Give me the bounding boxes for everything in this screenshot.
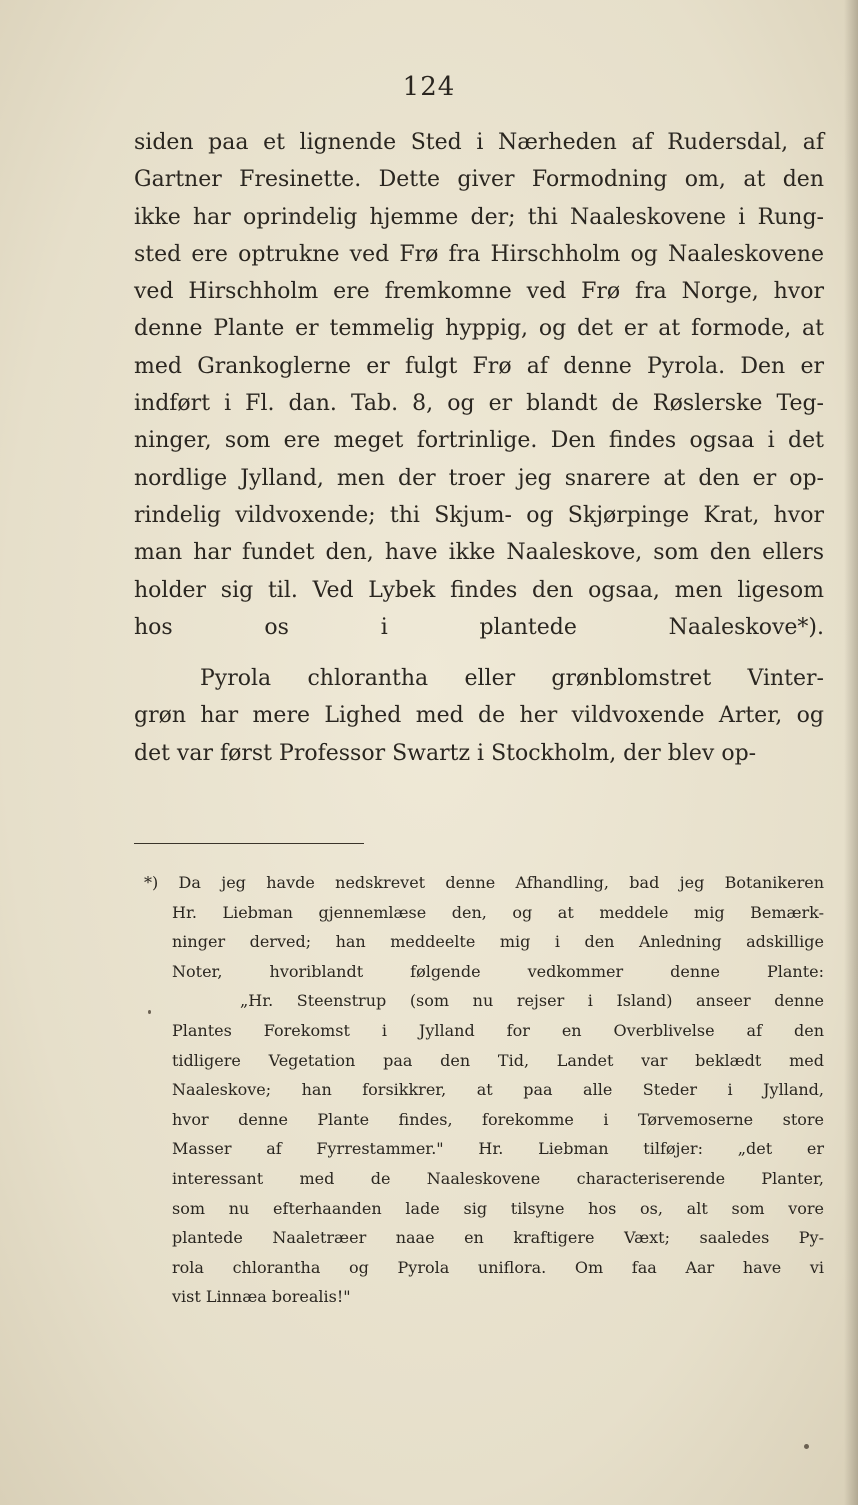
footnote-line: hvor denne Plante findes, forekomme i Tørvemoserne store	[172, 1109, 824, 1129]
page-edge-shadow	[844, 0, 858, 1505]
paragraph-1	[134, 124, 824, 646]
text-line: man har fundet den, have ikke Naaleskove, som den ellers	[134, 540, 824, 566]
text-line: nordlige Jylland, men der troer jeg snarere at den er op-	[134, 465, 824, 491]
footnote-line: Noter, hvoriblandt følgende vedkommer denne Plante:	[172, 961, 824, 981]
paper-speck	[804, 1444, 809, 1449]
text-line: det var først Professor Swartz i Stockholm, der blev op-	[134, 740, 757, 766]
footnote-line: interessant med de Naaleskovene characteriserende Planter,	[172, 1168, 824, 1188]
footnote-line: tidligere Vegetation paa den Tid, Landet var beklædt med	[172, 1050, 824, 1070]
footnote-line: som nu efterhaanden lade sig tilsyne hos os, alt som vore	[172, 1198, 824, 1218]
text-line: siden paa et lignende Sted i Nærheden af Rudersdal, af	[134, 130, 824, 155]
text-line: holder sig til. Ved Lybek findes den ogsaa, men ligesom	[134, 577, 824, 603]
paragraph-2	[134, 660, 824, 772]
footnote-line: *) Da jeg havde nedskrevet denne Afhandling, bad jeg Botanikeren	[144, 873, 824, 892]
main-text	[134, 124, 824, 772]
footnote-line: ninger derved; han meddeelte mig i den Anledning adskillige	[172, 932, 824, 952]
text-line: ikke har oprindelig hjemme der; thi Naaleskovene i Rung-	[134, 204, 824, 230]
footnote-line: vist Linnæa borealis!"	[172, 1287, 351, 1307]
footnote-line: Masser af Fyrrestammer." Hr. Liebman tilføjer: „det er	[172, 1139, 824, 1159]
page-number: 124	[402, 72, 456, 102]
text-line: Gartner Fresinette. Dette giver Formodning om, at den	[134, 167, 824, 193]
text-line: hos os i plantede Naaleskove*).	[134, 614, 824, 640]
text-line: ninger, som ere meget fortrinlige. Den findes ogsaa i det	[134, 428, 824, 454]
text-line: grøn har mere Lighed med de her vildvoxende Arter, og	[134, 703, 824, 729]
text-line: denne Plante er temmelig hyppig, og det er at formode, at	[134, 316, 824, 342]
text-line: rindelig vildvoxende; thi Skjum- og Skjørpinge Krat, hvor	[134, 502, 824, 528]
footnote	[144, 868, 824, 1312]
footnote-line: „Hr. Steenstrup (som nu rejser i Island) anseer denne	[240, 991, 824, 1011]
footnote-rule	[134, 843, 364, 844]
footnote-line: Plantes Forekomst i Jylland for en Overblivelse af den	[172, 1020, 824, 1040]
text-line: Pyrola chlorantha eller grønblomstret Vinter-	[200, 666, 824, 692]
text-line: med Grankoglerne er fulgt Frø af denne Pyrola. Den er	[134, 353, 824, 379]
footnote-line: Hr. Liebman gjennemlæse den, og at meddele mig Bemærk-	[172, 902, 824, 922]
text-line: indført i Fl. dan. Tab. 8, og er blandt de Røslerske Teg-	[134, 391, 824, 417]
text-line: sted ere optrukne ved Frø fra Hirschholm og Naaleskovene	[134, 241, 824, 267]
text-line: ved Hirschholm ere fremkomne ved Frø fra Norge, hvor	[134, 279, 824, 305]
footnote-line: Naaleskove; han forsikkrer, at paa alle Steder i Jylland,	[172, 1080, 824, 1100]
footnote-line: plantede Naaletræer naae en kraftigere Væxt; saaledes Py-	[172, 1228, 824, 1248]
footnote-line: rola chlorantha og Pyrola uniflora. Om faa Aar have vi	[172, 1257, 824, 1277]
paper-speck	[148, 1010, 151, 1014]
